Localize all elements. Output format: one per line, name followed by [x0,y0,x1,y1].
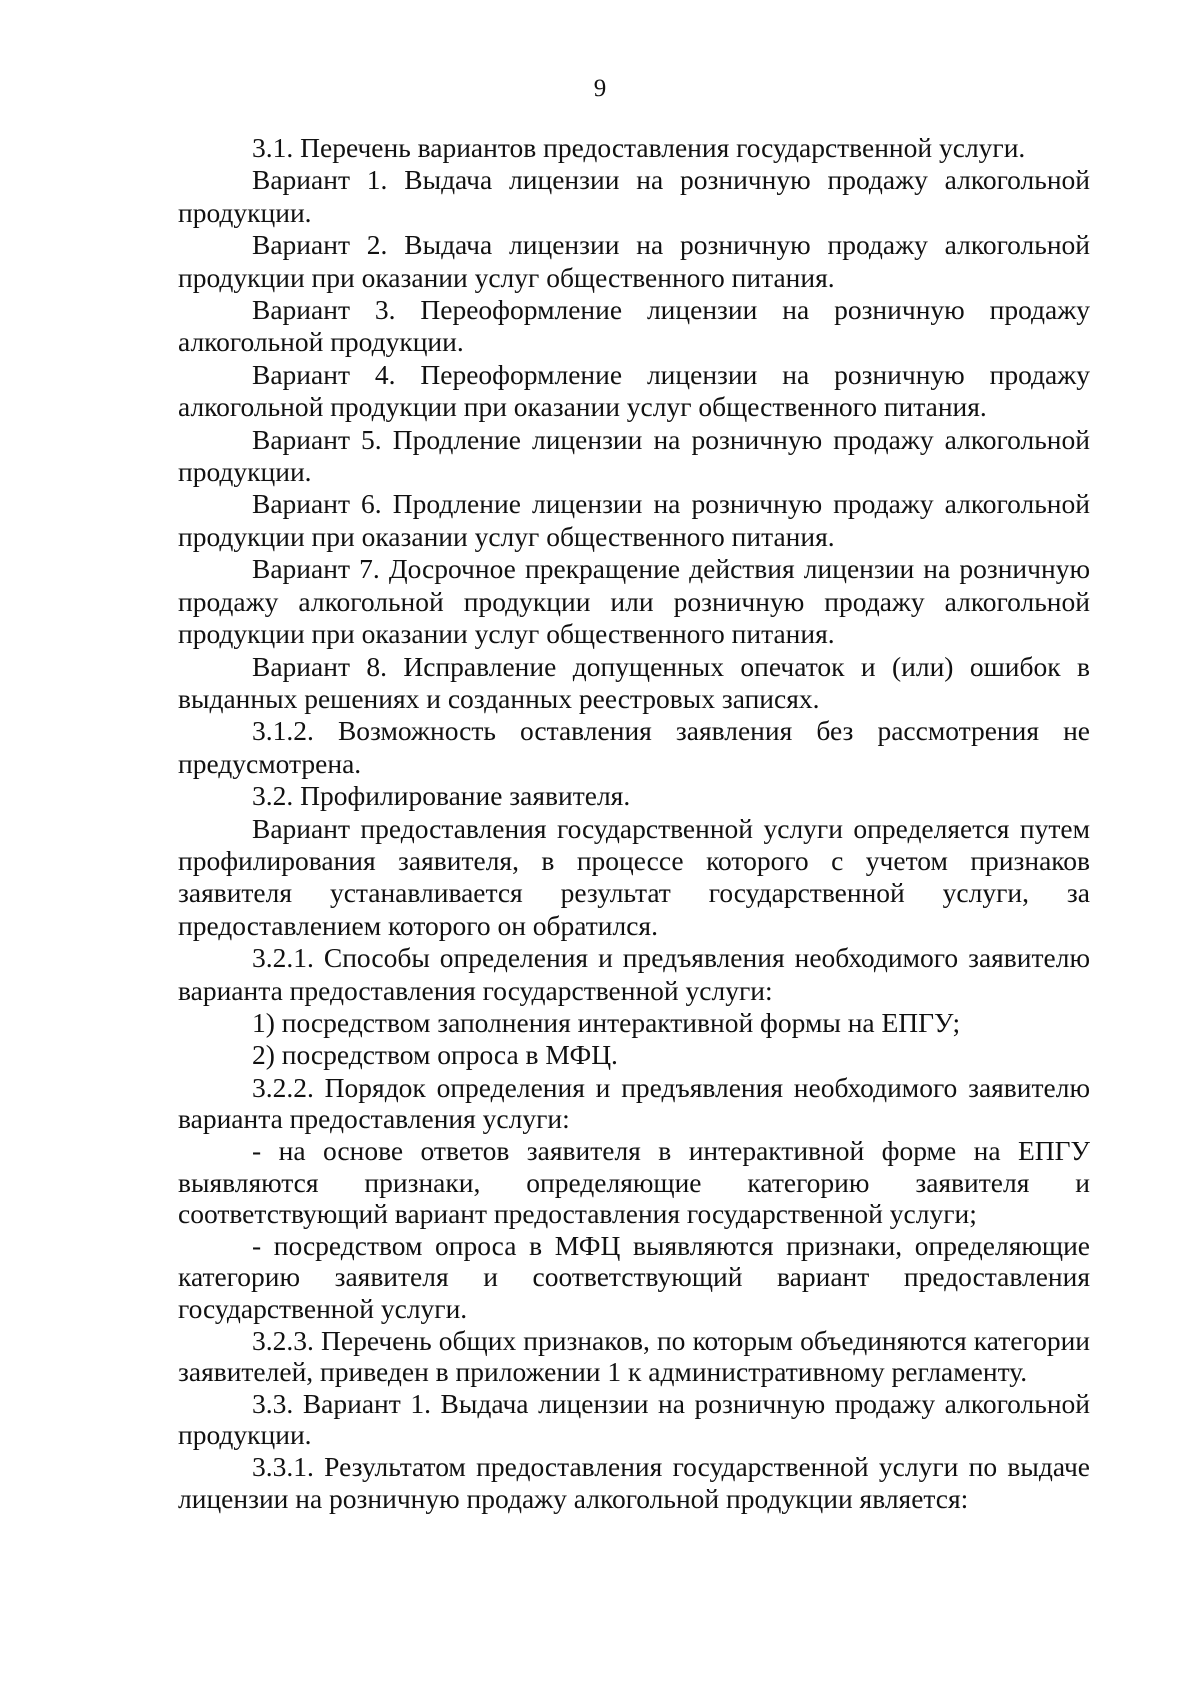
paragraph-variant-5: Вариант 5. Продление лицензии на розничную продажу алкогольной продукции. [178,423,1090,488]
paragraph-variant-7: Вариант 7. Досрочное прекращение действия лицензии на розничную продажу алкогольной продукции или розничную продажу алкогольной продукции при оказании услуг общественного питания. [178,553,1090,650]
paragraph-3-1: 3.1. Перечень вариантов предоставления государственной услуги. [252,132,1026,163]
paragraph-3-3-1: 3.3.1. Результатом предоставления государственной услуги по выдаче лицензии на розничную продажу алкогольной продукции является: [178,1450,1090,1514]
paragraph-3-2-2: 3.2.2. Порядок определения и предъявления необходимого заявителю варианта предоставления услуги: [178,1071,1090,1135]
paragraph-variant-1: Вариант 1. Выдача лицензии на розничную продажу алкогольной продукции. [178,164,1090,228]
paragraph-profiling-description: Вариант предоставления государственной услуги определяется путем профилирования заявителя, в процессе которого с учетом признаков заявителя устанавливается результат государственной услуги, за предоставлением которого он обратился. [178,812,1090,941]
paragraph-3-3: 3.3. Вариант 1. Выдача лицензии на розничную продажу алкогольной продукции. [178,1387,1090,1451]
paragraph-3-2-1: 3.2.1. Способы определения и предъявления необходимого заявителю варианта предоставления государственной услуги: [178,942,1090,1006]
paragraph-3-2: 3.2. Профилирование заявителя. [252,780,631,812]
paragraph-variant-8: Вариант 8. Исправление допущенных опечаток и (или) ошибок в выданных решениях и созданных реестровых записях. [178,650,1090,714]
paragraph-variant-6: Вариант 6. Продление лицензии на розничную продажу алкогольной продукции при оказании услуг общественного питания. [178,488,1090,552]
list-item-epgu-answers: - на основе ответов заявителя в интерактивной форме на ЕПГУ выявляются признаки, определяющие категорию заявителя и соответствующий вариант предоставления государственной услуги; [178,1134,1090,1230]
list-item-epgu-form: 1) посредством заполнения интерактивной формы на ЕПГУ; [252,1006,961,1038]
paragraph-3-2-3: 3.2.3. Перечень общих признаков, по которым объединяются категории заявителей, приведен в приложении 1 к административному регламенту. [178,1324,1090,1388]
paragraph-variant-2: Вариант 2. Выдача лицензии на розничную продажу алкогольной продукции при оказании услуг общественного питания. [178,229,1090,293]
paragraph-variant-3: Вариант 3. Переоформление лицензии на розничную продажу алкогольной продукции. [178,294,1090,358]
page-number: 9 [593,75,607,102]
document-body [178,132,1090,1514]
list-item-mfc-survey: 2) посредством опроса в МФЦ. [252,1039,618,1071]
list-item-mfc-answers: - посредством опроса в МФЦ выявляются признаки, определяющие категорию заявителя и соответствующий вариант предоставления государственной услуги. [178,1229,1090,1324]
paragraph-3-1-2: 3.1.2. Возможность оставления заявления без рассмотрения не предусмотрена. [178,715,1090,779]
paragraph-variant-4: Вариант 4. Переоформление лицензии на розничную продажу алкогольной продукции при оказании услуг общественного питания. [178,358,1090,423]
